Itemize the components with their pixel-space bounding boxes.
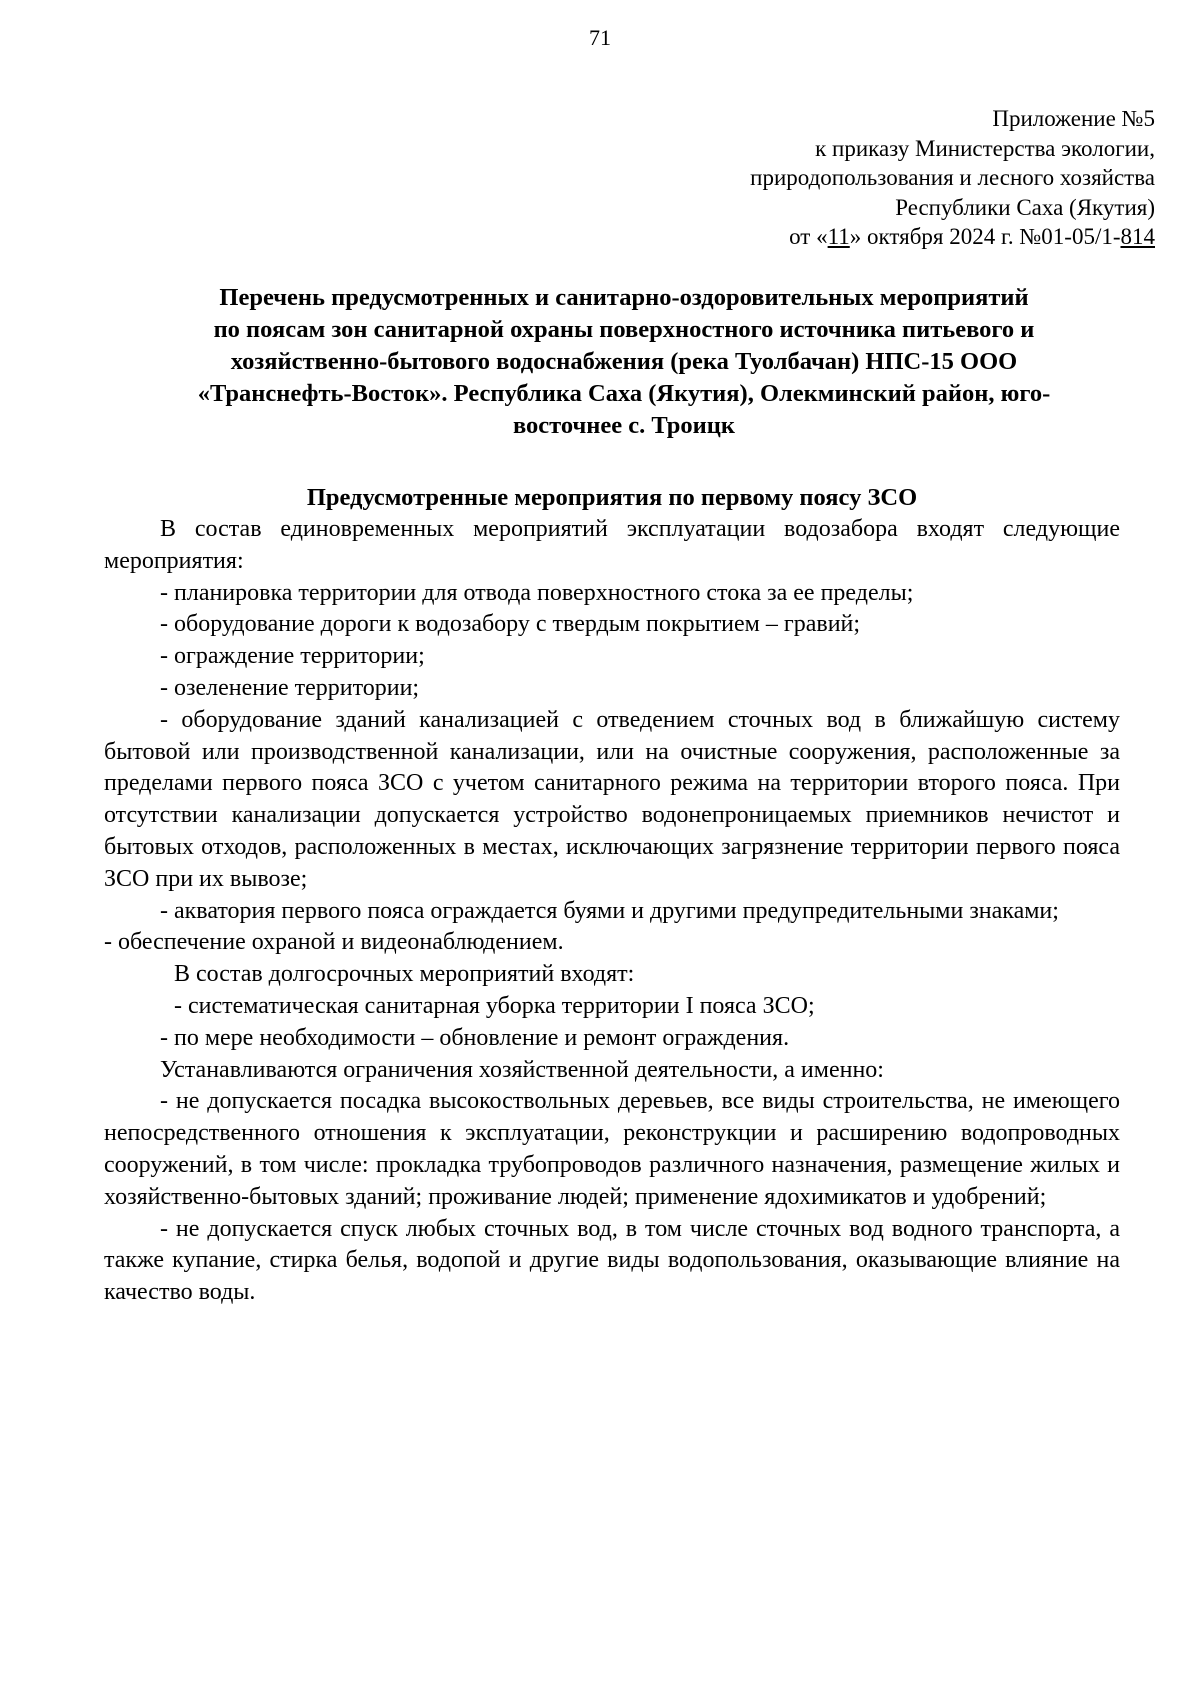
title-line: по поясам зон санитарной охраны поверхностного источника питьевого и: [213, 316, 1035, 343]
list-item: - обеспечение охраной и видеонаблюдением.: [104, 929, 564, 956]
appendix-header: [455, 104, 1155, 252]
list-item: - систематическая санитарная уборка территории I пояса ЗСО;: [174, 992, 815, 1019]
appendix-line: Приложение №5: [992, 106, 1155, 131]
appendix-date-line: [455, 222, 1155, 252]
document-body: [104, 514, 1120, 1309]
list-item: - акватория первого пояса ограждается буями и другими предупредительными знаками;: [160, 897, 1059, 924]
list-item: - не допускается спуск любых сточных вод, в том числе сточных вод водного транспорта, а также купание, стирка белья, водопой и другие виды водопользования, оказывающие влияние на качество воды.: [104, 1215, 1120, 1306]
title-line: восточнее с. Троицк: [512, 412, 736, 439]
list-item: - по мере необходимости – обновление и ремонт ограждения.: [160, 1024, 790, 1051]
list-item: - озеленение территории;: [160, 674, 420, 701]
paragraph: Устанавливаются ограничения хозяйственной деятельности, а именно:: [160, 1056, 884, 1083]
list-item: - оборудование дороги к водозабору с твердым покрытием – гравий;: [160, 611, 861, 638]
list-item: - не допускается посадка высокоствольных деревьев, все виды строительства, не имеющего непосредственного отношения к эксплуатации, реконструкции и расширению водопроводных сооружений, в том числе: прокладка трубопроводов различного назначения, размещение жилых и хозяйственно-бытовых зданий; проживание людей; применение ядохимикатов и удобрений;: [104, 1088, 1120, 1210]
appendix-line: природопользования и лесного хозяйства: [750, 165, 1155, 190]
paragraph: В состав единовременных мероприятий эксплуатации водозабора входят следующие мероприятия:: [104, 516, 1120, 574]
title-line: хозяйственно-бытового водоснабжения (река Туолбачан) НПС-15 ООО: [230, 348, 1018, 375]
title-line: Перечень предусмотренных и санитарно-оздоровительных мероприятий: [219, 284, 1029, 311]
date-prefix: от «: [789, 224, 828, 249]
title-line: «Транснефть-Восток». Республика Саха (Якутия), Олекминский район, юго-: [197, 380, 1051, 407]
order-number: 814: [1120, 224, 1155, 249]
appendix-line: Республики Саха (Якутия): [895, 194, 1155, 220]
appendix-line: к приказу Министерства экологии,: [815, 135, 1155, 161]
section-title: Предусмотренные мероприятия по первому поясу ЗСО: [306, 484, 918, 511]
document-title: [128, 282, 1120, 442]
list-item: - ограждение территории;: [160, 643, 425, 670]
paragraph: В состав долгосрочных мероприятий входят:: [174, 961, 635, 988]
list-item: - планировка территории для отвода поверхностного стока за ее пределы;: [160, 579, 914, 606]
date-middle: » октября 2024 г. №01-05/1-: [849, 224, 1121, 249]
list-item: - оборудование зданий канализацией с отведением сточных вод в ближайшую систему бытовой или производственной канализации, или на очистные сооружения, расположенные за пределами первого пояса ЗСО с учетом санитарного режима на территории второго пояса. При отсутствии канализации допускается устройство водонепроницаемых приемников нечистот и бытовых отходов, расположенных в местах, исключающих загрязнение территории первого пояса ЗСО при их вывозе;: [104, 706, 1120, 892]
date-day: 11: [827, 224, 850, 249]
page-number: 71: [589, 25, 611, 50]
